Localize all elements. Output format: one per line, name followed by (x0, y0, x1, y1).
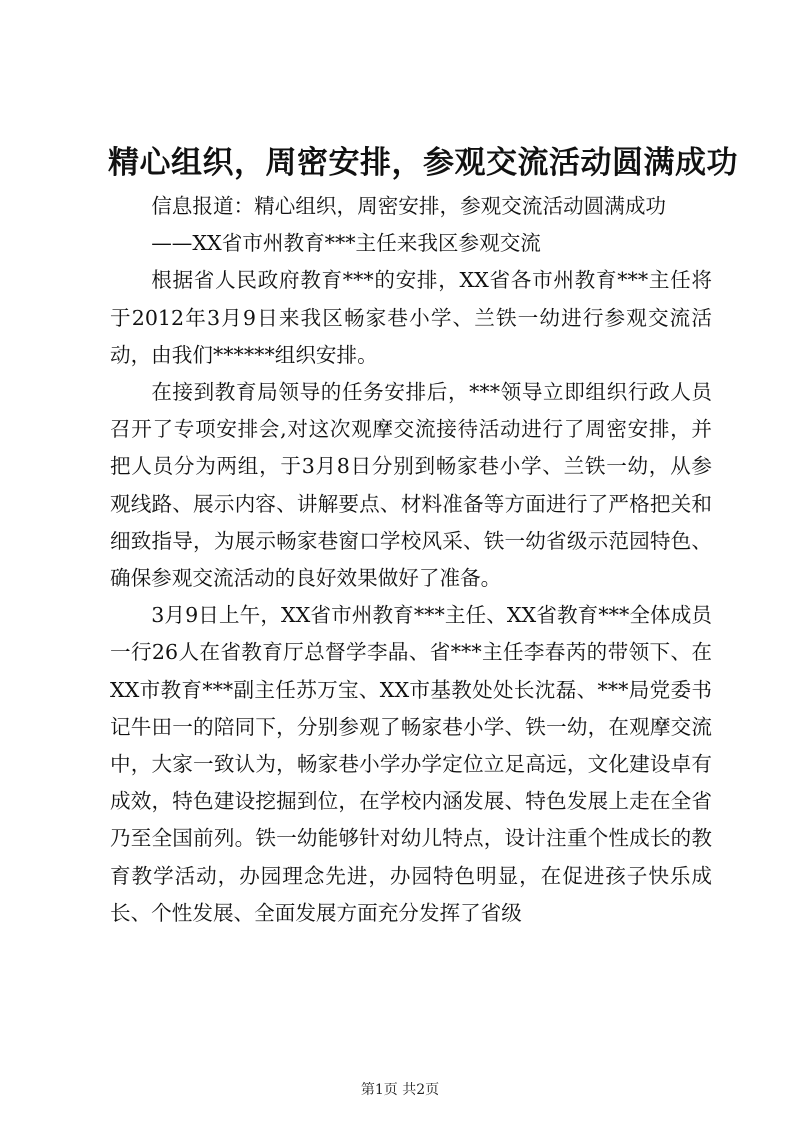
paragraph-preparation: 在接到教育局领导的任务安排后，***领导立即组织行政人员召开了专项安排会,对这次观摩交流接待活动进行了周密安排，并把人员分为两组，于3月8日分别到畅家巷小学、兰铁一幼，从参观线路、展示内容、讲解要点、材料准备等方面进行了严格把关和细致指导，为展示畅家巷窗口学校风采、铁一幼省级示范园特色、确保参观交流活动的良好效果做好了准备。 (110, 380, 712, 591)
page-footer: 第1页 共2页 (360, 1082, 440, 1098)
document-body (110, 188, 712, 932)
document-title: 精心组织，周密安排，参观交流活动圆满成功 (108, 145, 738, 181)
paragraph-visit: 3月9日上午，XX省市州教育***主任、XX省教育***全体成员一行26人在省教育厅总督学李晶、省***主任李春芮的带领下、在XX市教育***副主任苏万宝、XX市基教处处长沈磊、***局党委书记牛田一的陪同下，分别参观了畅家巷小学、铁一幼，在观摩交流中，大家一致认为，畅家巷小学办学定位立足高远，文化建设卓有成效，特色建设挖掘到位，在学校内涵发展、特色发展上走在全省乃至全国前列。铁一幼能够针对幼儿特点，设计注重个性成长的教育教学活动，办园理念先进，办园特色明显，在促进孩子快乐成长、个性发展、全面发展方面充分发挥了省级 (110, 603, 712, 925)
paragraph-report-header: 信息报道：精心组织，周密安排，参观交流活动圆满成功 (151, 194, 667, 218)
paragraph-subtitle: ——XX省市州教育***主任来我区参观交流 (151, 231, 541, 256)
paragraph-arrangement: 根据省人民政府教育***的安排，XX省各市州教育***主任将于2012年3月9日来我区畅家巷小学、兰铁一幼进行参观交流活动，由我们******组织安排。 (110, 268, 712, 367)
